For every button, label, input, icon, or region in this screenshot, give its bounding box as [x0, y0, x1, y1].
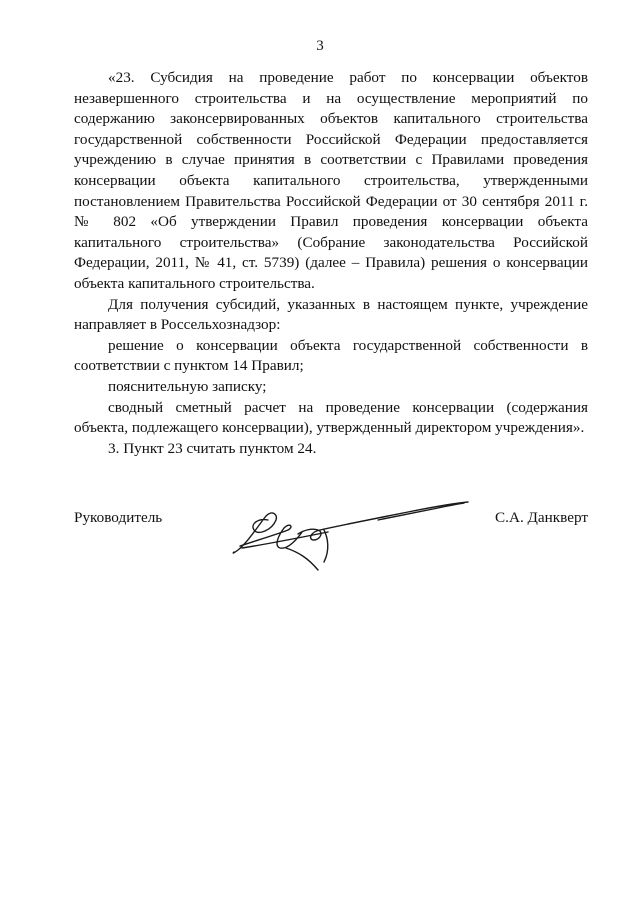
- list-item-explanatory-note: пояснительную записку;: [108, 377, 267, 395]
- list-item-decision: решение о консервации объекта государственной собственности в соответствии с пунктом 14 Правил;: [74, 336, 588, 375]
- page-number: 3: [316, 38, 324, 54]
- paragraph-subsidy-request: Для получения субсидий, указанных в настоящем пункте, учреждение направляет в Россельхознадзор:: [74, 295, 588, 334]
- paragraph-subsidy-23: «23. Субсидия на проведение работ по консервации объектов незавершенного строительства и на осуществление мероприятий по содержанию законсервированных объектов капитального строительства государственной собственности Российской Федерации предоставляется учреждению в случае принятия в соответствии с Правилами проведения консервации объекта капитального строительства, утвержденными постановлением Правительства Российской Федерации от 30 сентября 2011 г. № 802 «Об утверждении Правил проведения консервации объекта капитального строительства» (Собрание законодательства Российской Федерации, 2011, № 41, ст. 5739) (далее – Правила) решения о консервации объекта капитального строительства.: [74, 69, 588, 292]
- signer-name: С.А. Данкверт: [495, 509, 588, 526]
- signer-position: Руководитель: [74, 509, 163, 526]
- list-item-cost-estimate: сводный сметный расчет на проведение консервации (содержания объекта, подлежащего консервации), утвержденный директором учреждения».: [74, 398, 588, 437]
- paragraph-renumber: 3. Пункт 23 считать пунктом 24.: [108, 439, 317, 457]
- document-body: [74, 68, 588, 459]
- handwritten-signature: [228, 490, 488, 580]
